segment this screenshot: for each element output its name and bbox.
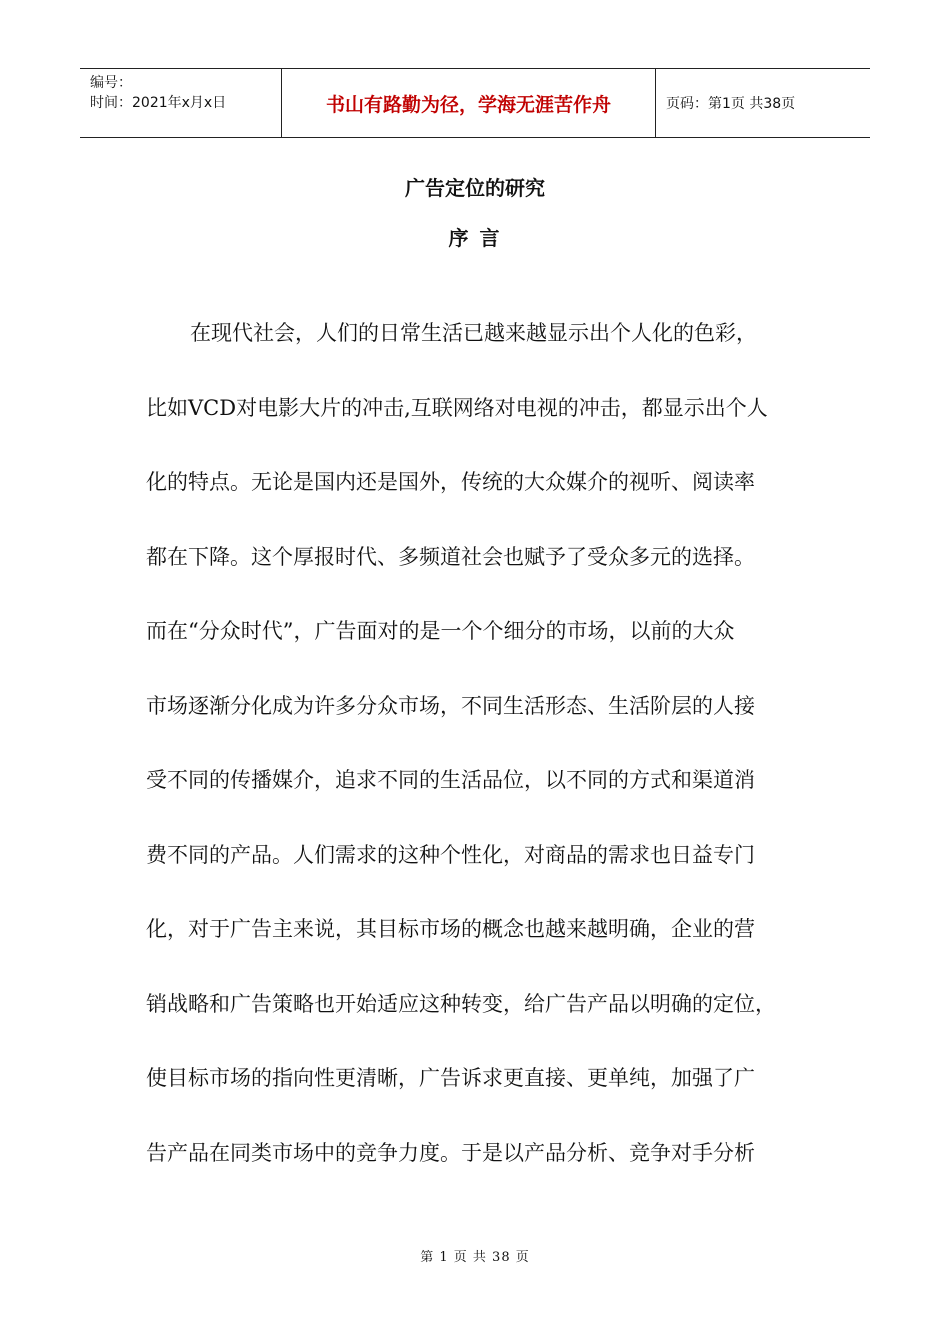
body-line: 受不同的传播媒介，追求不同的生活品位，以不同的方式和渠道消 <box>146 768 755 792</box>
page-footer: 第 1 页 共 38 页 <box>420 1250 530 1265</box>
body-text <box>146 310 826 1204</box>
body-line: 使目标市场的指向性更清晰，广告诉求更直接、更单纯，加强了广 <box>146 1066 755 1090</box>
body-line: 比如VCD对电影大片的冲击,互联网络对电视的冲击，都显示出个人 <box>146 395 768 420</box>
motto-text: 书山有路勤为径，学海无涯苦作舟 <box>325 93 611 116</box>
header-motto-cell <box>282 69 656 137</box>
header-page-cell <box>656 69 870 137</box>
body-line: 在现代社会，人们的日常生活已越来越显示出个人化的色彩， <box>190 321 757 345</box>
body-line: 销战略和广告策略也开始适应这种转变，给广告产品以明确的定位， <box>146 991 776 1016</box>
date-label: 时间：2021年x月x日 <box>90 95 227 111</box>
page-info: 页码：第1页 共38页 <box>666 96 796 112</box>
body-line: 都在下降。这个厚报时代、多频道社会也赋予了受众多元的选择。 <box>146 544 755 569</box>
body-line: 而在“分众时代”，广告面对的是一个个细分的市场，以前的大众 <box>146 619 735 643</box>
body-line: 化，对于广告主来说，其目标市场的概念也越来越明确，企业的营 <box>146 917 755 941</box>
body-line: 市场逐渐分化成为许多分众市场，不同生活形态、生活阶层的人接 <box>146 693 755 718</box>
header-table <box>80 68 870 138</box>
body-line: 费不同的产品。人们需求的这种个性化，对商品的需求也日益专门 <box>146 842 755 867</box>
number-label: 编号： <box>90 75 132 91</box>
body-line: 化的特点。无论是国内还是国外，传统的大众媒介的视听、阅读率 <box>146 470 755 494</box>
body-line: 告产品在同类市场中的竞争力度。于是以产品分析、竞争对手分析 <box>146 1140 755 1165</box>
header-meta-cell <box>80 69 282 137</box>
document-subtitle: 序 言 <box>448 226 502 250</box>
document-title: 广告定位的研究 <box>405 176 545 200</box>
